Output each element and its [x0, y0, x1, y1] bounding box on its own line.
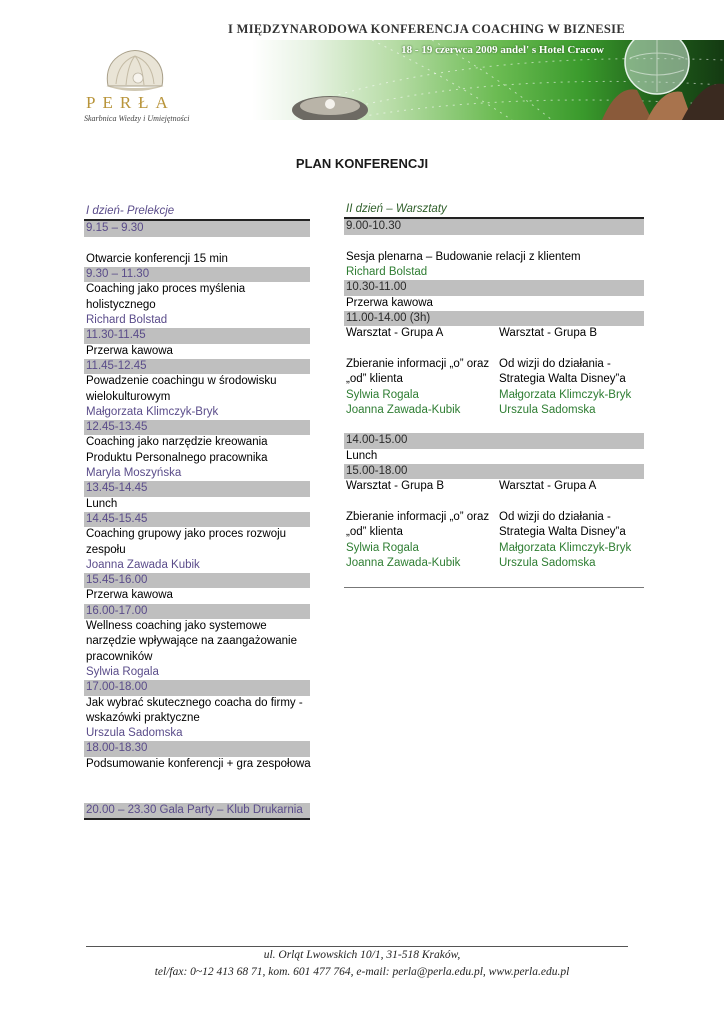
session-title: Przerwa kawowa	[86, 589, 173, 602]
session-title: narzędzie wpływające na zaangażowanie	[86, 635, 297, 648]
session-title: Przerwa kawowa	[346, 296, 433, 309]
spacer	[344, 235, 644, 250]
spacer	[84, 237, 310, 252]
session-title: Podsumowanie konferencji + gra zespołowa	[86, 757, 311, 770]
day1-heading: I dzień- Prelekcje	[84, 204, 310, 221]
time-slot: 17.00-18.00	[84, 680, 310, 695]
session-title: holistycznego	[86, 298, 156, 311]
speaker-name: Maryla Moszyńska	[86, 467, 182, 480]
session-title: wskazówki praktyczne	[86, 711, 200, 724]
workshop-column-right	[497, 326, 644, 418]
workshop-group-label: Warsztat - Grupa A	[346, 327, 444, 340]
logo-wordmark: PERŁA	[86, 93, 175, 112]
speaker-name: Sylwia Rogala	[346, 388, 419, 401]
speaker-name: Małgorzata Klimczyk-Bryk	[86, 405, 219, 418]
workshop-groups-morning	[344, 326, 644, 418]
speaker-name: Richard Bolstad	[86, 314, 168, 327]
header-banner	[252, 40, 724, 120]
time-slot: 11.45-12.45	[84, 359, 310, 374]
speaker-name: Sylwia Rogala	[86, 665, 159, 678]
session-title: Od wizji do działania -	[499, 510, 611, 523]
day2-bottom-rule	[344, 571, 644, 588]
session-title: Jak wybrać skutecznego coacha do firmy -	[86, 696, 303, 709]
session-title: „od” klienta	[346, 373, 403, 386]
session-title: Sesja plenarna – Budowanie relacji z klientem	[346, 250, 581, 263]
workshop-column-left	[344, 326, 497, 418]
workshop-group-label: Warsztat - Grupa B	[499, 327, 597, 340]
speaker-name: Małgorzata Klimczyk-Bryk	[499, 541, 632, 554]
spacer	[344, 418, 644, 433]
session-title: zespołu	[86, 543, 126, 556]
gala-party-row	[84, 803, 310, 820]
time-slot: 16.00-17.00	[84, 604, 310, 619]
spacer	[497, 495, 644, 510]
session-title: „od” klienta	[346, 526, 403, 539]
gala-time: 20.00 – 23.30	[86, 803, 157, 816]
time-slot: 14.45-15.45	[84, 512, 310, 527]
session-title: Zbieranie informacji „o” oraz	[346, 357, 490, 370]
session-title: Lunch	[86, 497, 118, 510]
day2-schedule	[344, 202, 644, 588]
time-slot: 9.15 – 9.30	[84, 221, 310, 236]
day1-schedule	[84, 204, 310, 820]
time-slot: 11.00-14.00 (3h)	[344, 311, 644, 326]
day2-heading: II dzień – Warsztaty	[344, 202, 644, 219]
session-title: Od wizji do działania -	[499, 357, 611, 370]
time-slot: 15.00-18.00	[344, 464, 644, 479]
footer-divider	[86, 946, 628, 947]
speaker-name: Małgorzata Klimczyk-Bryk	[499, 388, 632, 401]
session-title: Strategia Walta Disney”a	[499, 526, 626, 539]
spacer	[344, 342, 497, 357]
spacer	[84, 787, 310, 802]
page-title: PLAN KONFERENCJI	[295, 156, 429, 171]
footer-contact: tel/fax: 0~12 413 68 71, kom. 601 477 764, e-mail: perla@perla.edu.pl, www.perla.edu.pl	[154, 966, 570, 978]
spacer	[344, 495, 497, 510]
time-slot: 13.45-14.45	[84, 481, 310, 496]
session-title: Coaching jako narzędzie kreowania	[86, 436, 268, 449]
speaker-name: Urszula Sadomska	[499, 556, 596, 569]
session-title: Przerwa kawowa	[86, 344, 173, 357]
logo-tagline: Skarbnica Wiedzy i Umiejętności	[84, 114, 190, 123]
time-slot: 15.45-16.00	[84, 573, 310, 588]
speaker-name: Joanna Zawada Kubik	[86, 558, 200, 571]
banner-date-venue: 18 - 19 czerwca 2009 andel' s Hotel Cracow	[401, 44, 604, 56]
gala-title: Gala Party – Klub Drukarnia	[156, 803, 303, 816]
speaker-name: Urszula Sadomska	[86, 727, 183, 740]
spacer	[497, 342, 644, 357]
speaker-name: Sylwia Rogala	[346, 541, 419, 554]
perla-logo	[82, 40, 202, 126]
session-title: Coaching jako proces myślenia	[86, 283, 246, 296]
workshop-group-label: Warsztat - Grupa B	[346, 480, 444, 493]
session-title: Otwarcie konferencji 15 min	[86, 252, 228, 265]
session-title: Wellness coaching jako systemowe	[86, 620, 267, 633]
time-slot: 9.00-10.30	[344, 219, 644, 234]
speaker-name: Urszula Sadomska	[499, 403, 596, 416]
session-title: Coaching grupowy jako proces rozwoju	[86, 528, 287, 541]
time-slot: 14.00-15.00	[344, 433, 644, 448]
session-title: pracowników	[86, 650, 153, 663]
footer-address: ul. Orląt Lwowskich 10/1, 31-518 Kraków,	[263, 949, 461, 961]
spacer	[84, 772, 310, 787]
time-slot: 18.00-18.30	[84, 741, 310, 756]
session-title: Strategia Walta Disney”a	[499, 373, 626, 386]
workshop-group-label: Warsztat - Grupa A	[499, 480, 597, 493]
workshop-column-right	[497, 479, 644, 571]
session-title: wielokulturowym	[86, 390, 171, 403]
time-slot: 11.30-11.45	[84, 328, 310, 343]
session-title: Powadzenie coachingu w środowisku	[86, 375, 277, 388]
time-slot: 10.30-11.00	[344, 280, 644, 295]
conference-title: I MIĘDZYNARODOWA KONFERENCJA COACHING W BIZNESIE	[228, 22, 625, 36]
speaker-name: Richard Bolstad	[346, 266, 428, 279]
workshop-groups-afternoon	[344, 479, 644, 571]
speaker-name: Joanna Zawada-Kubik	[346, 403, 461, 416]
pearl-shell-icon	[102, 46, 168, 94]
session-title: Zbieranie informacji „o” oraz	[346, 510, 490, 523]
session-title: Lunch	[346, 449, 378, 462]
time-slot: 12.45-13.45	[84, 420, 310, 435]
speaker-name: Joanna Zawada-Kubik	[346, 556, 461, 569]
workshop-column-left	[344, 479, 497, 571]
session-title: Produktu Personalnego pracownika	[86, 451, 268, 464]
time-slot: 9.30 – 11.30	[84, 267, 310, 282]
